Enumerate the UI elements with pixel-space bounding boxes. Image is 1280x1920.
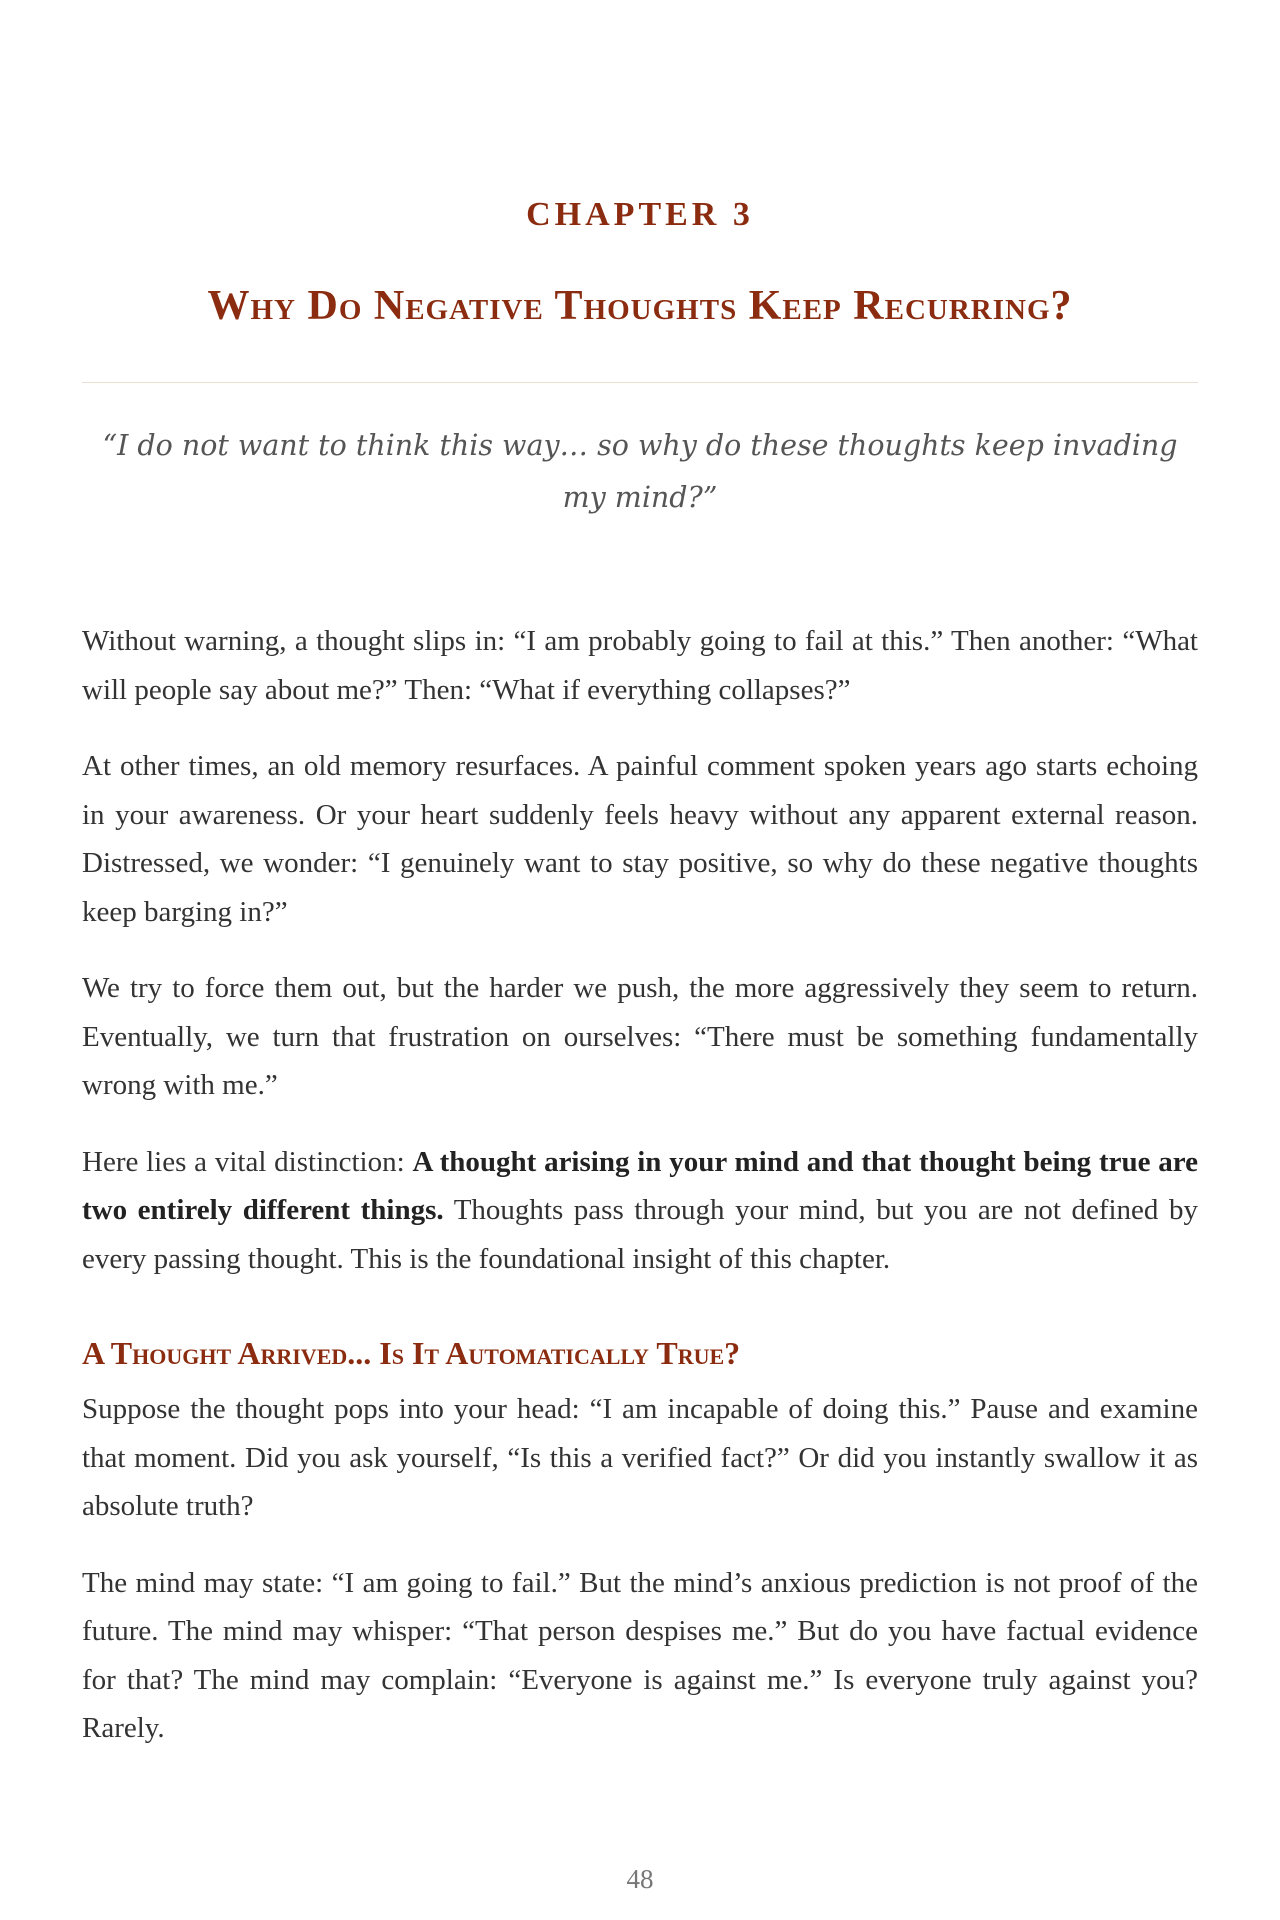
key-insight-bold: A thought arising in your mind and that thought being true are two entirely different things.	[82, 1145, 1198, 1226]
paragraph-1: Without warning, a thought slips in: “I am probably going to fail at this.” Then another: “What will people say about me?” Then: “What if everything collapses?”	[82, 625, 1198, 706]
paragraph-4	[82, 1138, 1198, 1284]
section-paragraph-2: The mind may state: “I am going to fail.” But the mind’s anxious prediction is not proof of the future. The mind may whisper: “That person despises me.” But do you have factual evidence for that? The mind may complain: “Everyone is against me.” Is everyone truly against you? Rarely.	[82, 1566, 1198, 1744]
chapter-label: CHAPTER 3	[526, 196, 754, 233]
paragraph-3: We try to force them out, but the harder we push, the more aggressively they seem to return. Eventually, we turn that frustration on ourselves: “There must be something fundamentally wrong with me.”	[82, 972, 1198, 1101]
paragraph-2: At other times, an old memory resurfaces. A painful comment spoken years ago starts echoing in your awareness. Or your heart suddenly feels heavy without any apparent external reason. Distressed, we wonder: “I genuinely want to stay positive, so why do these negative thoughts keep barging in?”	[82, 750, 1198, 928]
paragraph-4-lead: Here lies a vital distinction:	[82, 1145, 413, 1178]
paragraph-4-rest: Thoughts pass through your mind, but you are not defined by every passing thought. This is the foundational insight of this chapter.	[82, 1194, 1198, 1275]
page-number: 48	[626, 1864, 654, 1894]
section-heading: A Thought Arrived... Is It Automatically True?	[82, 1335, 741, 1371]
chapter-title: Why Do Negative Thoughts Keep Recurring?	[207, 283, 1073, 329]
title-divider	[82, 382, 1198, 383]
epigraph-quote: “I do not want to think this way… so why do these thoughts keep invading my mind?”	[102, 429, 1178, 514]
chapter-body	[82, 617, 1198, 1781]
section-paragraph-1: Suppose the thought pops into your head: “I am incapable of doing this.” Pause and examine that moment. Did you ask yourself, “Is this a verified fact?” Or did you instantly swallow it as absolute truth?	[82, 1393, 1198, 1522]
